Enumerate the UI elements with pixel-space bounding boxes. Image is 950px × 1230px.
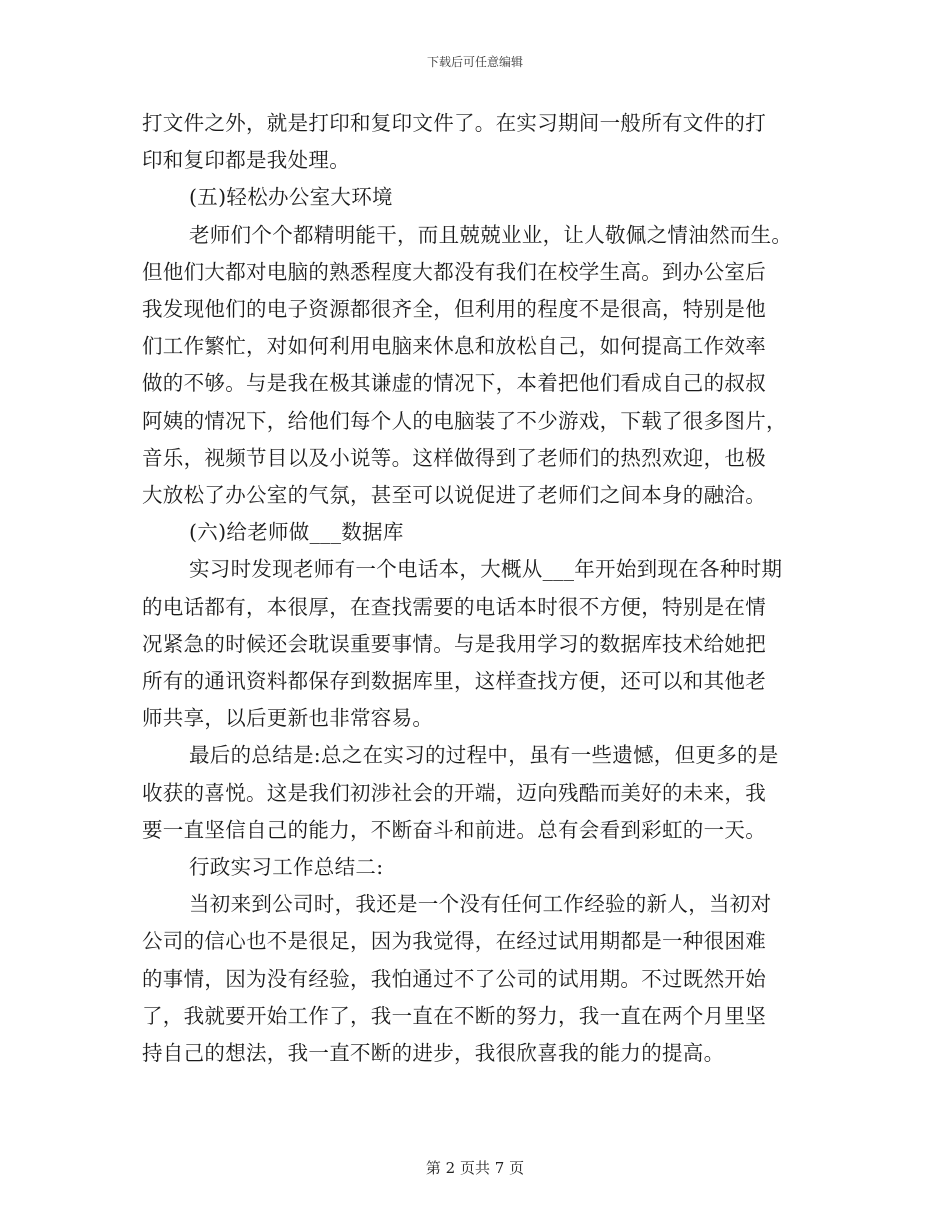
text-line: 但他们大都对电脑的熟悉程度大都没有我们在校学生高。到办公室后 bbox=[142, 259, 766, 284]
text-line: (五)轻松办公室大环境 bbox=[189, 185, 393, 210]
document-body bbox=[142, 105, 807, 1072]
text-line: 的电话都有，本很厚，在查找需要的电话本时很不方便，特别是在情 bbox=[142, 594, 766, 619]
text-line: 行政实习工作总结二: bbox=[189, 855, 384, 880]
text-line: 们工作繁忙，对如何利用电脑来休息和放松自己，如何提高工作效率 bbox=[142, 334, 766, 359]
text-line: 实习时发现老师有一个电话本，大概从___年开始到现在各种时期 bbox=[189, 557, 783, 582]
text-line: 印和复印都是我处理。 bbox=[142, 148, 350, 173]
text-line: 公司的信心也不是很足，因为我觉得，在经过试用期都是一种很困难 bbox=[142, 929, 766, 954]
text-line: 了，我就要开始工作了，我一直在不断的努力，我一直在两个月里坚 bbox=[142, 1003, 766, 1028]
text-line: 打文件之外，就是打印和复印文件了。在实习期间一般所有文件的打 bbox=[142, 111, 766, 135]
text-line: 大放松了办公室的气氛，甚至可以说促进了老师们之间本身的融洽。 bbox=[142, 483, 766, 508]
text-line: 要一直坚信自己的能力，不断奋斗和前进。总有会看到彩虹的一天。 bbox=[142, 817, 766, 842]
text-line: 音乐，视频节目以及小说等。这样做得到了老师们的热烈欢迎，也极 bbox=[142, 445, 766, 470]
text-line: 师共享，以后更新也非常容易。 bbox=[142, 706, 434, 731]
text-line: 的事情，因为没有经验，我怕通过不了公司的试用期。不过既然开始 bbox=[142, 966, 766, 991]
text-line: 阿姨的情况下，给他们每个人的电脑装了不少游戏，下载了很多图片， bbox=[142, 408, 787, 433]
text-line: 况紧急的时候还会耽误重要事情。与是我用学习的数据库技术给她把 bbox=[142, 631, 766, 656]
page-header: 下载后可任意编辑 bbox=[426, 55, 523, 69]
page-footer: 第 2 页共 7 页 bbox=[425, 1159, 525, 1177]
text-line: 收获的喜悦。这是我们初涉社会的开端，迈向残酷而美好的未来，我 bbox=[142, 780, 766, 805]
text-line: 当初来到公司时，我还是一个没有任何工作经验的新人，当初对 bbox=[189, 892, 772, 917]
text-line: 我发现他们的电子资源都很齐全，但利用的程度不是很高，特别是他 bbox=[142, 297, 766, 322]
text-line: 最后的总结是:总之在实习的过程中，虽有一些遗憾，但更多的是 bbox=[189, 743, 779, 768]
text-line: 做的不够。与是我在极其谦虚的情况下，本着把他们看成自己的叔叔 bbox=[142, 371, 766, 396]
text-line: 老师们个个都精明能干，而且兢兢业业，让人敬佩之情油然而生。 bbox=[189, 222, 793, 247]
text-line: 所有的通讯资料都保存到数据库里，这样查找方便，还可以和其他老 bbox=[142, 669, 766, 694]
text-line: 持自己的想法，我一直不断的进步，我很欣喜我的能力的提高。 bbox=[142, 1041, 725, 1066]
text-line: (六)给老师做___数据库 bbox=[189, 520, 404, 545]
